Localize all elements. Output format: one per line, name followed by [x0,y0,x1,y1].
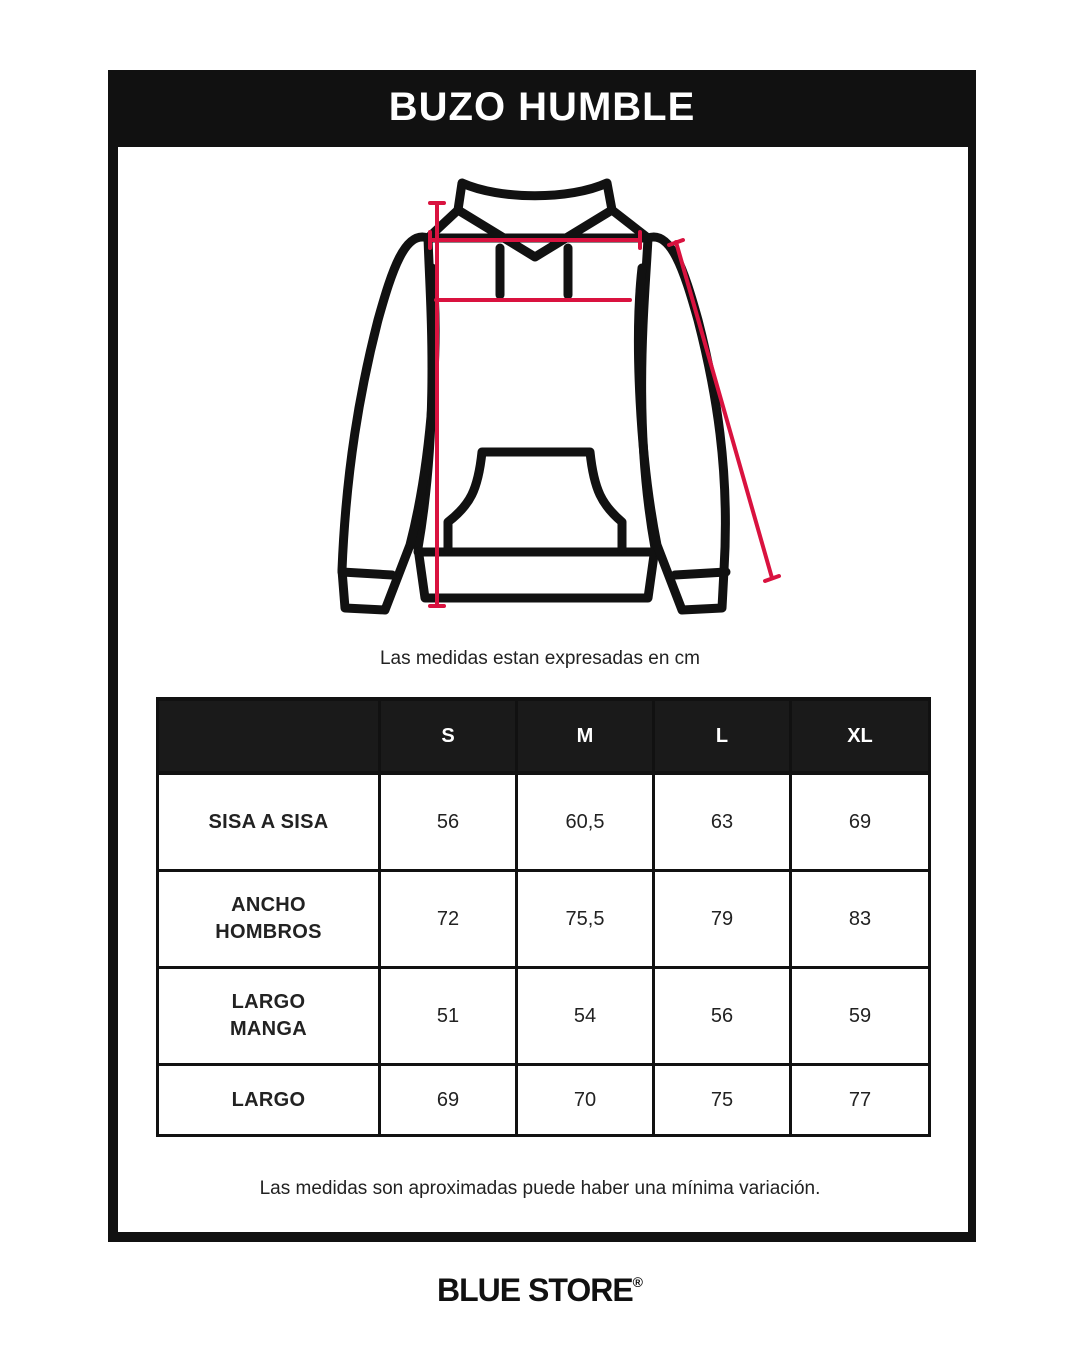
size-table [156,697,931,1137]
size-header-m: M [517,699,654,773]
hoodie-illustration [0,0,1080,640]
approx-note: Las medidas son aproximadas puede haber una mínima variación. [259,1178,821,1199]
brand-logo [0,1272,1080,1309]
cell-value: 79 [654,871,791,968]
table-row [158,968,930,1065]
cell-value: 56 [380,773,517,871]
hoodie-right-cuff [675,572,726,575]
cell-value: 72 [380,871,517,968]
cell-value: 59 [791,968,930,1065]
brand-name: BLUE STORE [437,1272,633,1308]
table-row [158,773,930,871]
cell-value: 51 [380,968,517,1065]
cell-value: 54 [517,968,654,1065]
cell-value: 70 [517,1065,654,1136]
registered-mark: ® [632,1274,643,1290]
cell-value: 75,5 [517,871,654,968]
header-corner [158,699,380,773]
cell-value: 63 [654,773,791,871]
page-title: BUZO HUMBLE [388,85,696,129]
cell-value: 69 [380,1065,517,1136]
cell-value: 75 [654,1065,791,1136]
units-note: Las medidas estan expresadas en cm [379,648,700,669]
size-header-row [158,699,930,773]
cell-value: 60,5 [517,773,654,871]
cell-value: 56 [654,968,791,1065]
hoodie-left-cuff [342,572,392,575]
cell-value: 69 [791,773,930,871]
cell-value: 83 [791,871,930,968]
table-row [158,871,930,968]
row-label-sisa-a-sisa: SISA A SISA [158,773,380,871]
row-label-largo-manga: LARGO MANGA [158,968,380,1065]
size-header-s: S [380,699,517,773]
cell-value: 77 [791,1065,930,1136]
table-row [158,1065,930,1136]
hoodie-pocket [448,452,622,550]
size-header-xl: XL [791,699,930,773]
row-label-ancho-hombros: ANCHO HOMBROS [158,871,380,968]
size-header-l: L [654,699,791,773]
row-label-largo: LARGO [158,1065,380,1136]
